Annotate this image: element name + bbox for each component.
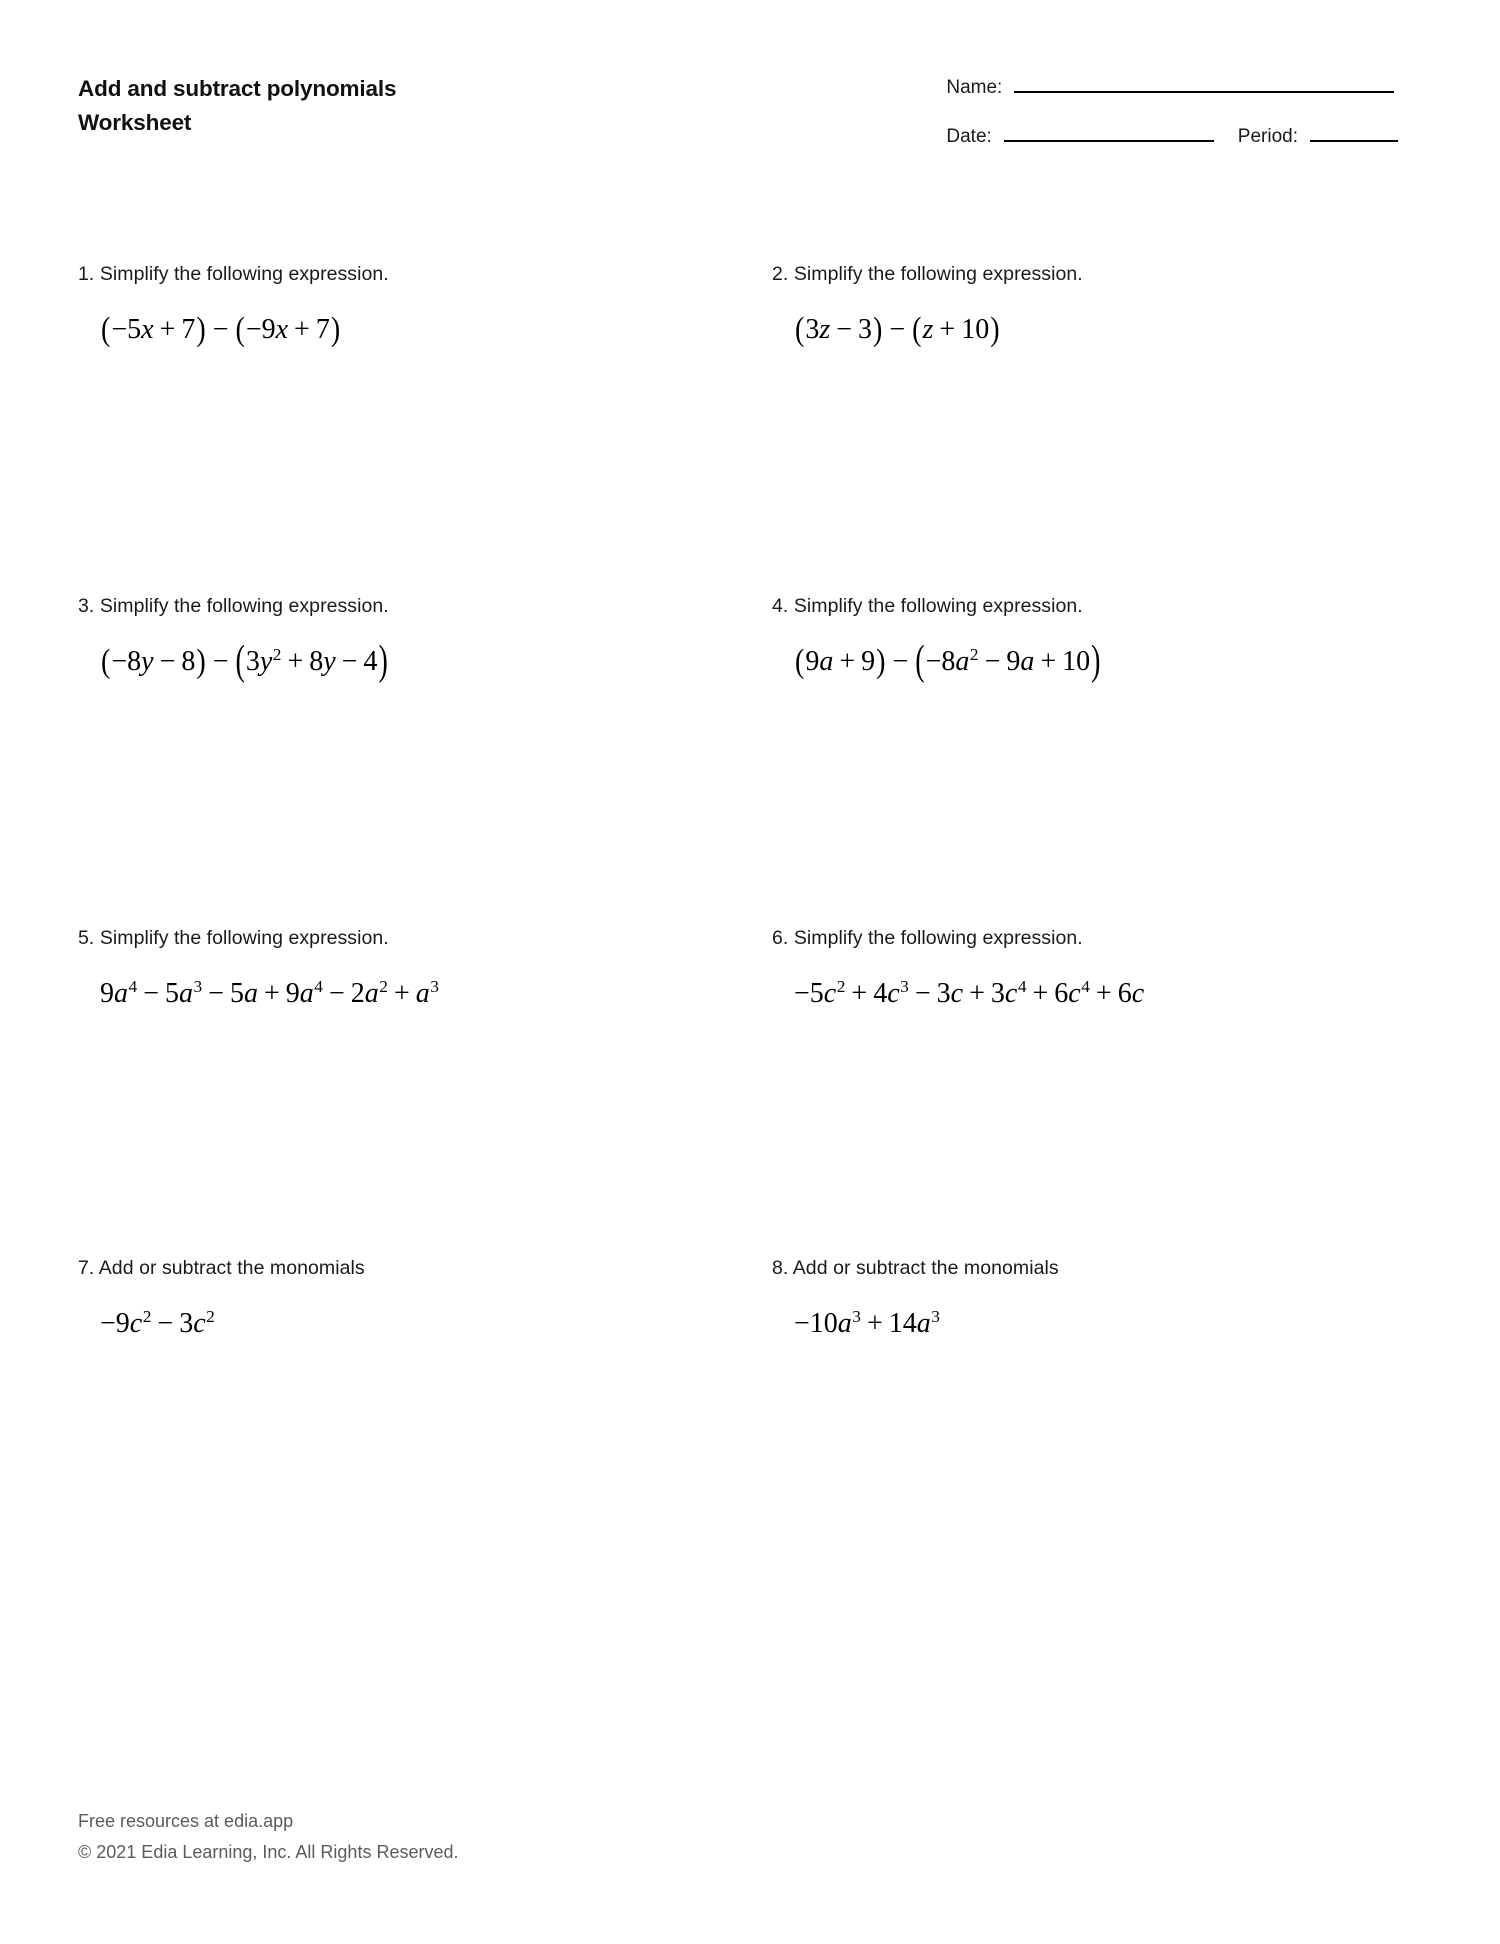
period-label: Period: <box>1237 126 1298 147</box>
period-input-line[interactable] <box>1310 140 1398 142</box>
problem-prompt: 6. Simplify the following expression. <box>772 927 1083 949</box>
problem-2 <box>750 262 1422 594</box>
problem-1 <box>78 262 750 594</box>
problem-4 <box>750 594 1422 926</box>
problem-prompt: 8. Add or subtract the monomials <box>772 1257 1059 1279</box>
problem-expression: $(9a + 9) - (-8a^2 - 9a + 10)$ <box>795 638 1101 685</box>
name-label: Name: <box>946 77 1003 98</box>
footer-resources-line: Free resources at edia.app <box>78 1811 294 1832</box>
date-period-field-row <box>946 127 1398 146</box>
problem-prompt: 1. Simplify the following expression. <box>78 263 389 285</box>
problem-5 <box>78 926 750 1256</box>
problem-row <box>78 1256 1422 1586</box>
name-field-row <box>946 78 1398 97</box>
page-title-line-2: Worksheet <box>78 110 192 136</box>
page-title <box>78 72 396 140</box>
problem-7 <box>78 1256 750 1586</box>
date-label: Date: <box>946 126 992 147</box>
problem-prompt: 5. Simplify the following expression. <box>78 927 389 949</box>
problem-expression: $-9c^2 - 3c^2$ <box>100 1307 215 1340</box>
problem-prompt: 3. Simplify the following expression. <box>78 595 389 617</box>
page-title-line-1: Add and subtract polynomials <box>78 76 397 101</box>
problem-expression: $-5c^2 + 4c^3 - 3c + 3c^4 + 6c^4 + 6c$ <box>794 977 1145 1010</box>
name-input-line[interactable] <box>1014 91 1394 93</box>
problem-expression: $-10a^3 + 14a^3$ <box>794 1307 940 1340</box>
problem-prompt: 4. Simplify the following expression. <box>772 595 1083 617</box>
page-footer <box>78 1806 458 1868</box>
footer-copyright-line: © 2021 Edia Learning, Inc. All Rights Reserved. <box>78 1842 459 1863</box>
problem-expression: $(-8y - 8) - (3y^2 + 8y - 4)$ <box>101 638 388 685</box>
problem-row <box>78 262 1422 594</box>
problem-expression: (3z − 3) − (z + 10) <box>795 310 1000 349</box>
date-input-line[interactable] <box>1004 140 1214 142</box>
worksheet-header <box>78 72 1398 146</box>
problem-grid <box>78 262 1422 1586</box>
problem-prompt: 2. Simplify the following expression. <box>772 263 1083 285</box>
problem-expression: $9a^4 - 5a^3 - 5a + 9a^4 - 2a^2 + a^3$ <box>100 977 439 1010</box>
problem-expression: (−5x + 7) − (−9x + 7) <box>101 310 341 349</box>
problem-6 <box>750 926 1422 1256</box>
problem-prompt: 7. Add or subtract the monomials <box>78 1257 365 1279</box>
problem-row <box>78 594 1422 926</box>
problem-row <box>78 926 1422 1256</box>
problem-3 <box>78 594 750 926</box>
student-info-block <box>946 78 1398 146</box>
problem-8 <box>750 1256 1422 1586</box>
